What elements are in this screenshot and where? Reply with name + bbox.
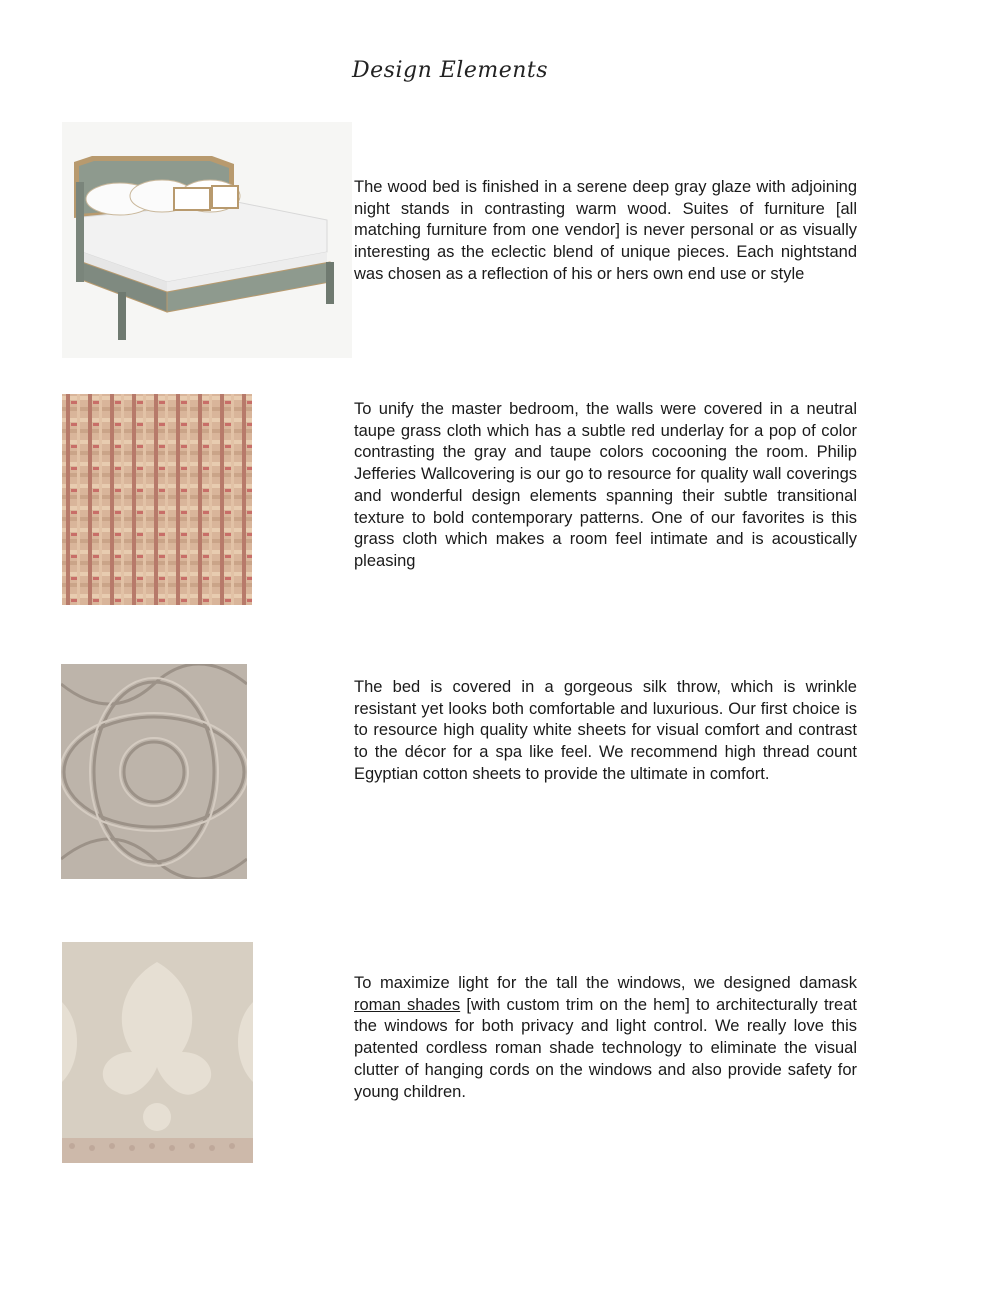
damask-text-before: To maximize light for the tall the windows, we designed damask (354, 974, 857, 992)
silk-throw-image (61, 664, 247, 879)
silk-throw-description: The bed is covered in a gorgeous silk throw, which is wrinkle resistant yet looks both comfortable and luxurious. Our first choice is to resource high quality white sheets for visual comfort and contrast to the décor for a spa like feel. We recommend high thread count Egyptian cotton sheets to provide the ultimate in comfort. (354, 678, 857, 783)
damask-shade-description (354, 973, 857, 1103)
grasscloth-image (62, 394, 252, 605)
damask-shade-image (62, 942, 253, 1163)
grasscloth-description: To unify the master bedroom, the walls were covered in a neutral taupe grass cloth which has a subtle red underlay for a pop of color contrasting the gray and taupe colors cocooning the room. Philip Jefferies Wallcovering is our go to resource for quality wall coverings and wonderful design elements spanning their subtle transitional texture to bold contemporary patterns. One of our favorites is this grass cloth which makes a room feel intimate and is acoustically pleasing (354, 400, 857, 570)
damask-text-after: [with custom trim on the hem] to architecturally treat the windows for both privacy and light control. We really love this patented cordless roman shade technology to eliminate the visual clutter of hanging cords on the windows and also provide safety for young children. (354, 995, 857, 1101)
page-title: Design Elements (352, 58, 549, 83)
bed-image (62, 122, 352, 358)
roman-shades-link[interactable]: roman shades (354, 995, 461, 1014)
bed-description: The wood bed is finished in a serene deep gray glaze with adjoining night stands in contrasting warm wood. Suites of furniture [all matching furniture from one vendor] is never personal or as visually interesting as the eclectic blend of unique pieces. Each nightstand was chosen as a reflection of his or hers own end use or style (354, 178, 857, 283)
